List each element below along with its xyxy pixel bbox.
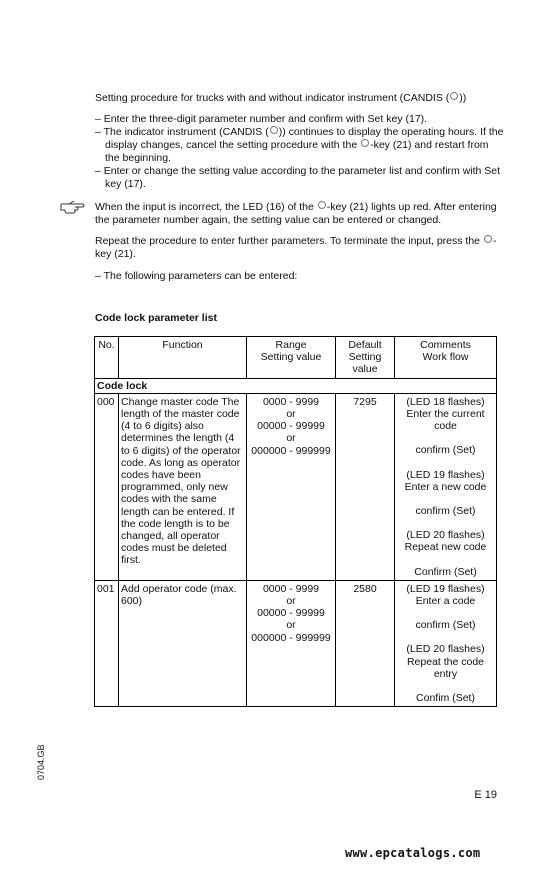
row-comments: (LED 19 flashes) Enter a code confirm (Set) (LED 20 flashes) Repeat the code entry Confim (Set) [395,580,497,706]
intro-block [95,92,505,191]
parameter-table [94,336,497,707]
intro-title: Setting procedure for trucks with and without indicator instrument (CANDIS ( )) [95,92,467,104]
header-range: Range Setting value [247,337,336,379]
step-1: – Enter the three-digit parameter number and confirm with Set key (17). [95,113,428,125]
header-comments: Comments Work flow [395,337,497,379]
row-function: Add operator code (max. 600) [119,580,247,706]
section-label: Code lock [95,378,497,393]
circle-key-icon [450,92,458,100]
row-no: 001 [95,580,119,706]
pointing-hand-icon [60,199,86,215]
table-title: Code lock parameter list [95,312,217,324]
table-header-row [95,337,497,379]
header-no: No. [95,337,119,379]
step-2: – The indicator instrument (CANDIS ( )) continues to display the operating hours. If the display changes, cancel the setting procedure with the -key (21) and restart from the beginning. [95,126,504,164]
row-range: 0000 - 9999 or 00000 - 99999 or 000000 - 999999 [247,580,336,706]
watermark-url[interactable]: www.epcatalogs.com [345,846,481,860]
circle-key-icon [318,201,326,209]
step-3: – Enter or change the setting value according to the parameter list and confirm with Set key (17). [95,165,501,190]
row-no: 000 [95,393,119,580]
row-default: 2580 [336,580,395,706]
row-function: Change master code The length of the master code (4 to 6 digits) also determines the length (4 to 6 digits) of the operator code. As long as operator codes have been programmed, only new codes with the same length can be entered. If the code length is to be changed, all operator codes must be deleted first. [119,393,247,580]
header-function: Function [119,337,247,379]
header-default: Default Setting value [336,337,395,379]
row-range: 0000 - 9999 or 00000 - 99999 or 000000 - 999999 [247,393,336,580]
document-code: 0704.GB [36,744,46,780]
row-default: 7295 [336,393,395,580]
note-text: When the input is incorrect, the LED (16) of the -key (21) lights up red. After entering the parameter number again, the setting value can be entered or changed. [95,201,497,226]
circle-key-icon [361,139,369,147]
circle-key-icon [270,126,278,134]
section-row [95,378,497,393]
following-text: – The following parameters can be entered: [95,270,298,282]
table-row [95,580,497,706]
repeat-text: Repeat the procedure to enter further parameters. To terminate the input, press the -key (21). [95,235,497,260]
table-row [95,393,497,580]
row-comments: (LED 18 flashes) Enter the current code confirm (Set) (LED 19 flashes) Enter a new code confirm (Set) (LED 20 flashes) Repeat new code Confirm (Set) [395,393,497,580]
page-number: E 19 [474,789,497,801]
circle-key-icon [484,235,492,243]
